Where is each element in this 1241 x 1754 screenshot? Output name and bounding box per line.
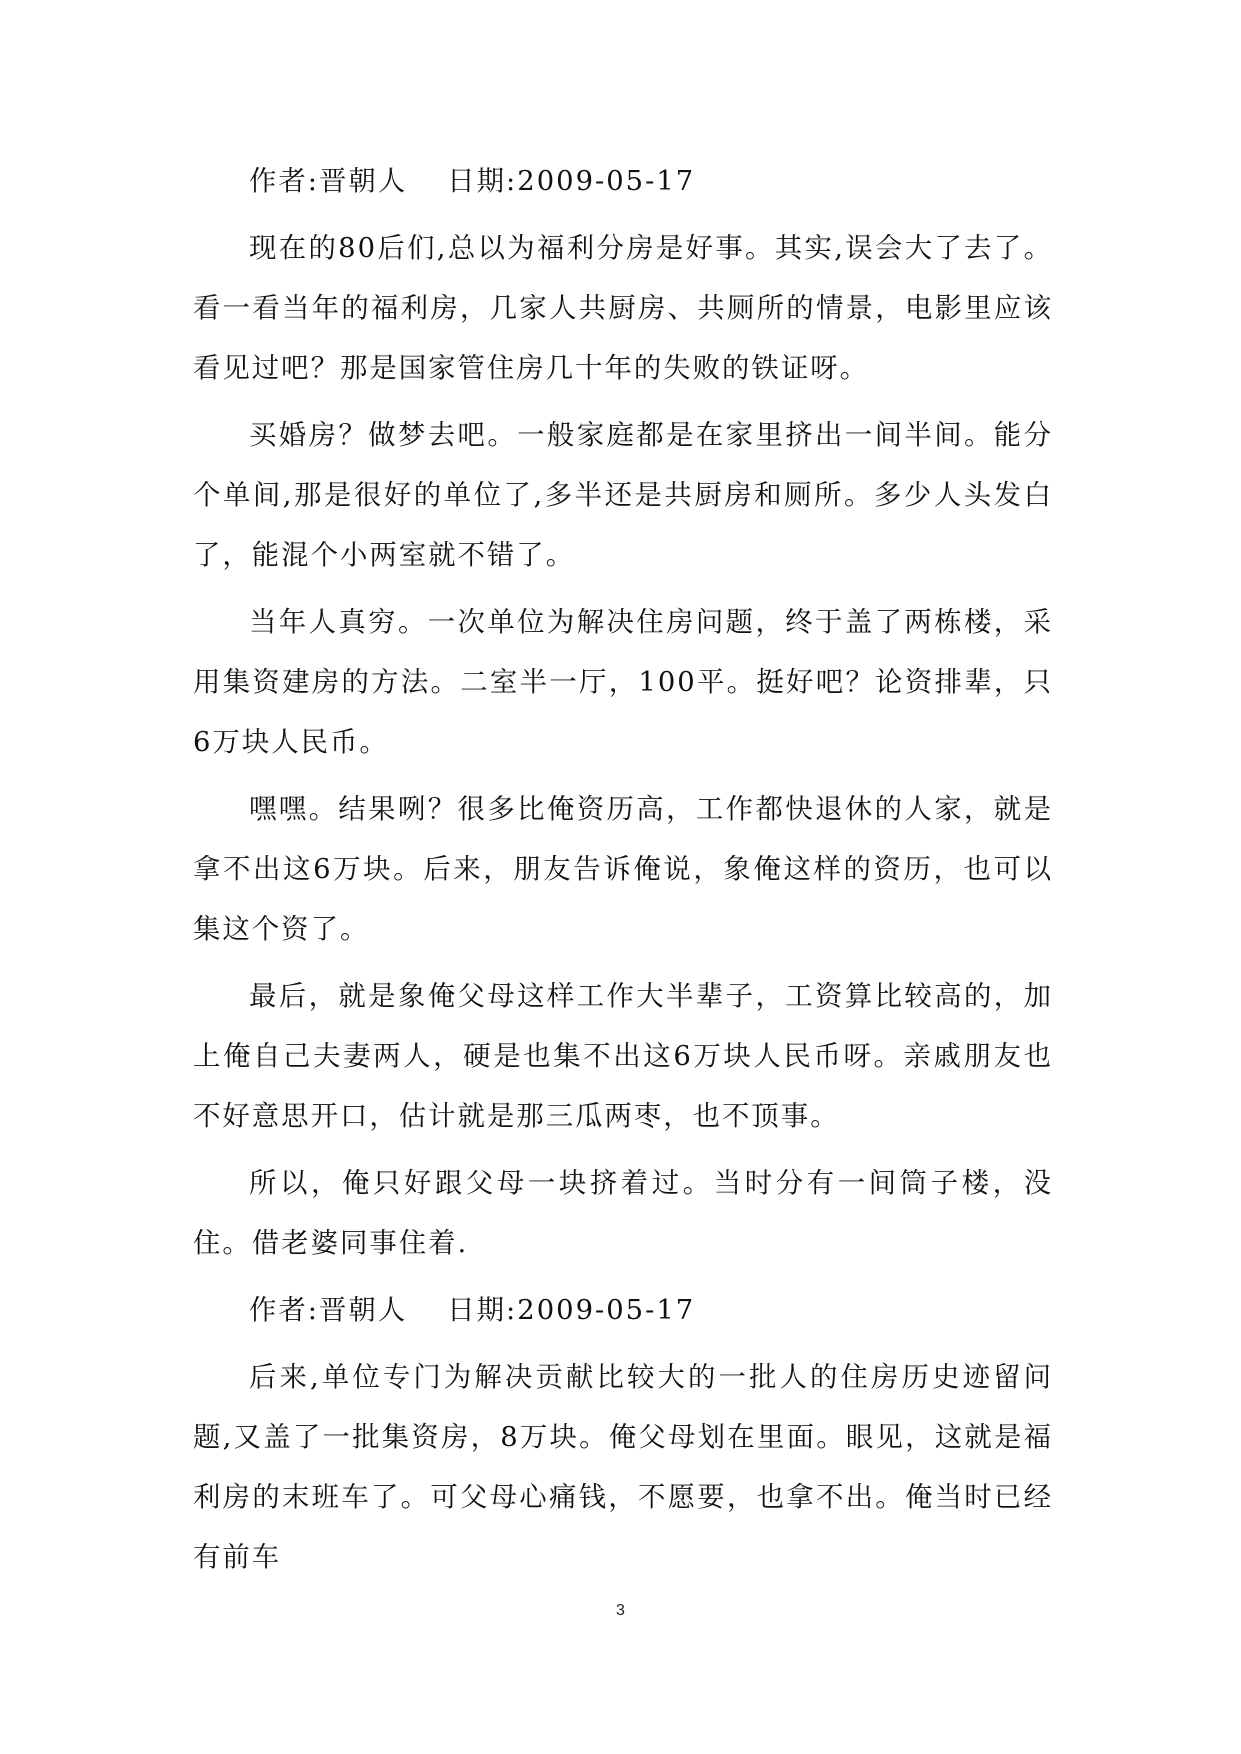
paragraph: 现在的80后们,总以为福利分房是好事。其实,误会大了去了。看一看当年的福利房，几家人共厨房、共厕所的情景，电影里应该看见过吧？那是国家管住房几十年的失败的铁证呀。 (193, 233, 1053, 384)
paragraph: 所以，俺只好跟父母一块挤着过。当时分有一间筒子楼，没住。借老婆同事住着. (193, 1168, 1053, 1259)
paragraph: 买婚房？做梦去吧。一般家庭都是在家里挤出一间半间。能分个单间,那是很好的单位了,多半还是共厨房和厕所。多少人头发白了，能混个小两室就不错了。 (193, 420, 1053, 571)
page-number: 3 (616, 1602, 625, 1619)
paragraph: 嘿嘿。结果咧？很多比俺资历高，工作都快退休的人家，就是拿不出这6万块。后来，朋友告诉俺说，象俺这样的资历，也可以集这个资了。 (193, 794, 1053, 945)
body-text (193, 152, 1053, 1595)
paragraph: 当年人真穷。一次单位为解决住房问题，终于盖了两栋楼，采用集资建房的方法。二室半一厅，100平。挺好吧？论资排辈，只6万块人民币。 (193, 607, 1053, 758)
author-date-line: 作者:晋朝人 日期:2009-05-17 (249, 1295, 696, 1326)
paragraph: 后来,单位专门为解决贡献比较大的一批人的住房历史迹留问题,又盖了一批集资房，8万块。俺父母划在里面。眼见，这就是福利房的末班车了。可父母心痛钱，不愿要，也拿不出。俺当时已经有前车 (193, 1362, 1053, 1573)
paragraph: 最后，就是象俺父母这样工作大半辈子，工资算比较高的，加上俺自己夫妻两人，硬是也集不出这6万块人民币呀。亲戚朋友也不好意思开口，估计就是那三瓜两枣，也不顶事。 (193, 981, 1053, 1132)
author-date-line: 作者:晋朝人 日期:2009-05-17 (249, 166, 696, 197)
